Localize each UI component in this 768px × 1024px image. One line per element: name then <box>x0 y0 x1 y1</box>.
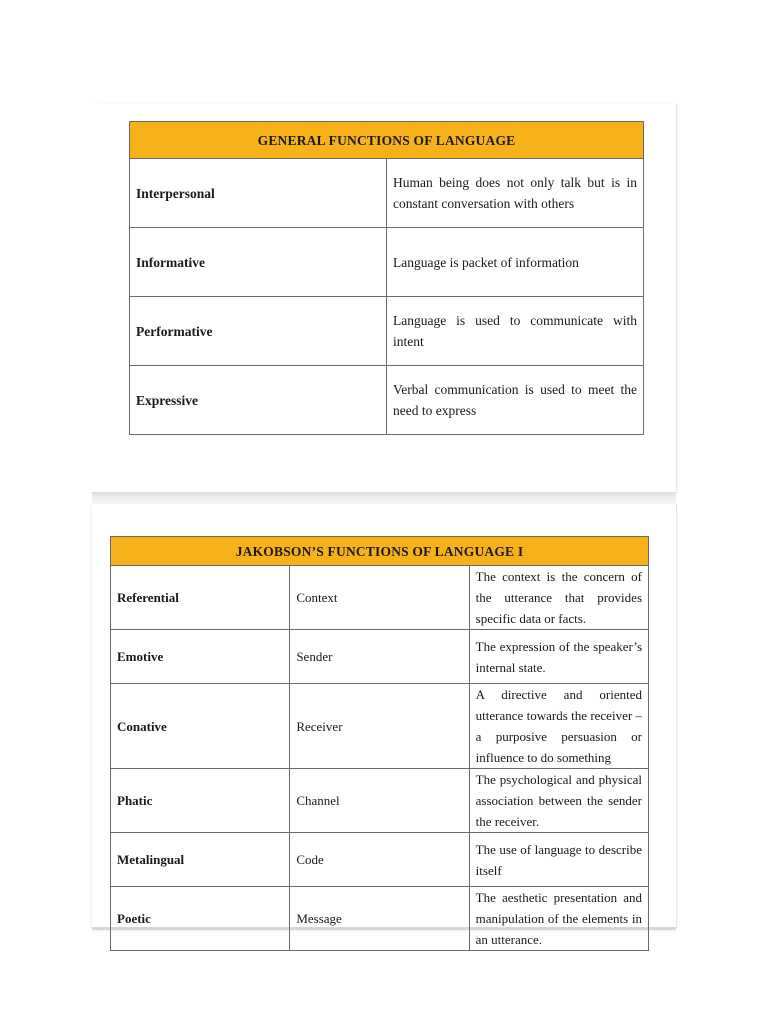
table-header-row <box>130 122 644 159</box>
table-row <box>130 228 644 297</box>
function-name: Poetic <box>111 887 290 951</box>
table-row <box>130 366 644 435</box>
function-name: Emotive <box>111 630 290 684</box>
function-element: Code <box>290 833 469 887</box>
function-description: The psychological and physical association between the sender the receiver. <box>469 769 648 833</box>
function-name: Performative <box>130 297 387 366</box>
function-name: Referential <box>111 566 290 630</box>
function-name: Expressive <box>130 366 387 435</box>
table-row <box>111 630 649 684</box>
function-description: A directive and oriented utterance towards the receiver – a purposive persuasion or influence to do something <box>469 684 648 769</box>
general-functions-table <box>129 121 644 435</box>
function-name: Metalingual <box>111 833 290 887</box>
table-header-row <box>111 537 649 566</box>
jakobson-functions-table <box>110 536 649 951</box>
table-row <box>111 566 649 630</box>
function-element: Sender <box>290 630 469 684</box>
table-row <box>111 833 649 887</box>
table-row <box>130 159 644 228</box>
function-description: The expression of the speaker’s internal state. <box>469 630 648 684</box>
table-row <box>111 887 649 951</box>
jakobson-functions-title: JAKOBSON’S FUNCTIONS OF LANGUAGE I <box>111 537 649 566</box>
table-row <box>111 769 649 833</box>
function-description: Verbal communication is used to meet the need to express <box>387 366 644 435</box>
function-description: The context is the concern of the utterance that provides specific data or facts. <box>469 566 648 630</box>
function-name: Interpersonal <box>130 159 387 228</box>
function-description: The use of language to describe itself <box>469 833 648 887</box>
function-description: Language is packet of information <box>387 228 644 297</box>
slide-separator <box>92 492 676 504</box>
table-row <box>111 684 649 769</box>
function-description: The aesthetic presentation and manipulation of the elements in an utterance. <box>469 887 648 951</box>
function-element: Context <box>290 566 469 630</box>
function-name: Conative <box>111 684 290 769</box>
general-functions-title: GENERAL FUNCTIONS OF LANGUAGE <box>130 122 644 159</box>
function-name: Phatic <box>111 769 290 833</box>
function-description: Human being does not only talk but is in constant conversation with others <box>387 159 644 228</box>
function-element: Receiver <box>290 684 469 769</box>
table-row <box>130 297 644 366</box>
function-element: Channel <box>290 769 469 833</box>
function-element: Message <box>290 887 469 951</box>
function-description: Language is used to communicate with intent <box>387 297 644 366</box>
function-name: Informative <box>130 228 387 297</box>
